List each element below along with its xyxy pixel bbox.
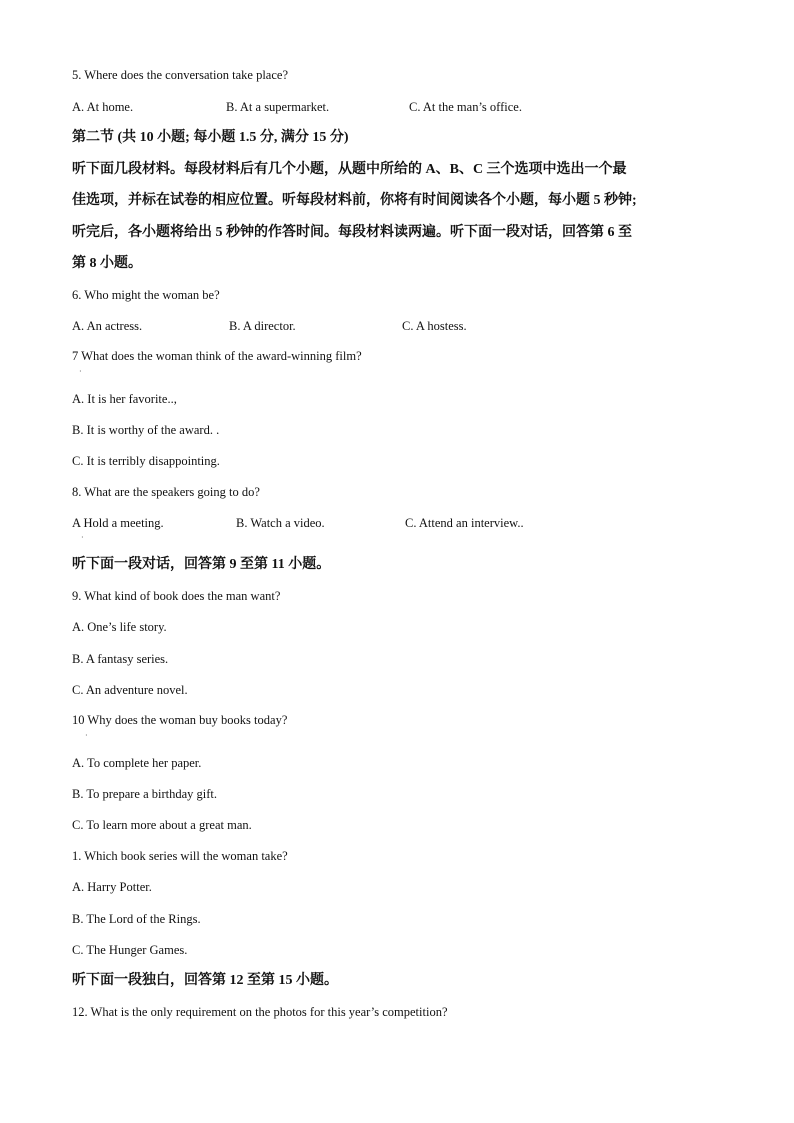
q10-option-b: B. To prepare a birthday gift.	[72, 787, 218, 801]
q6-option-a: A. An actress.	[72, 319, 143, 333]
q9-option-b: B. A fantasy series.	[72, 652, 169, 666]
q11-option-b: B. The Lord of the Rings.	[72, 912, 201, 926]
q9-option-c: C. An adventure novel.	[72, 683, 188, 697]
q11-option-c: C. The Hunger Games.	[72, 943, 188, 957]
q9-option-a: A. One’s life story.	[72, 620, 167, 634]
stray-dot: ·	[81, 533, 84, 542]
stray-dot: ·	[79, 367, 82, 376]
q5-option-b: B. At a supermarket.	[226, 100, 330, 114]
section2-instruction-line-1: 听下面几段材料。每段材料后有几个小题，从题中所给的 A、B、C 三个选项中选出一个最	[72, 162, 627, 177]
q5-question: 5. Where does the conversation take place?	[72, 68, 288, 82]
q8-question: 8. What are the speakers going to do?	[72, 485, 260, 499]
section2-instruction-line-3: 听完后，各小题将给出 5 秒钟的作答时间。每段材料读两遍。听下面一段对话，回答第 6 至	[72, 225, 632, 240]
q8-option-b: B. Watch a video.	[236, 516, 325, 530]
q6-option-b: B. A director.	[229, 319, 296, 333]
q7-option-a: A. It is her favorite..,	[72, 392, 177, 406]
q6-question: 6. Who might the woman be?	[72, 288, 220, 302]
q12-question: 12. What is the only requirement on the photos for this year’s competition?	[72, 1005, 448, 1019]
monologue-heading: 听下面一段独白，回答第 12 至第 15 小题。	[72, 973, 338, 988]
q6-option-c: C. A hostess.	[402, 319, 467, 333]
q8-option-c: C. Attend an interview..	[405, 516, 524, 530]
section2-instruction-line-2: 佳选项，并标在试卷的相应位置。听每段材料前，你将有时间阅读各个小题，每小题 5 秒钟;	[72, 193, 637, 208]
q10-option-c: C. To learn more about a great man.	[72, 818, 252, 832]
q7-option-b: B. It is worthy of the award. .	[72, 423, 220, 437]
section2-instruction-line-4: 第 8 小题。	[72, 256, 142, 271]
q5-option-a: A. At home.	[72, 100, 134, 114]
q7-question: 7 What does the woman think of the award-winning film?	[72, 349, 362, 363]
q9-question: 9. What kind of book does the man want?	[72, 589, 281, 603]
dialog2-heading: 听下面一段对话，回答第 9 至第 11 小题。	[72, 557, 331, 572]
q7-option-c: C. It is terribly disappointing.	[72, 454, 220, 468]
q11-question: 1. Which book series will the woman take?	[72, 849, 288, 863]
q5-option-c: C. At the man’s office.	[409, 100, 522, 114]
q8-option-a: A Hold a meeting.	[72, 516, 164, 530]
section2-heading: 第二节 (共 10 小题; 每小题 1.5 分, 满分 15 分)	[72, 130, 349, 145]
q11-option-a: A. Harry Potter.	[72, 880, 152, 894]
q10-option-a: A. To complete her paper.	[72, 756, 202, 770]
q10-question: 10 Why does the woman buy books today?	[72, 713, 288, 727]
stray-dot: ·	[85, 731, 88, 740]
